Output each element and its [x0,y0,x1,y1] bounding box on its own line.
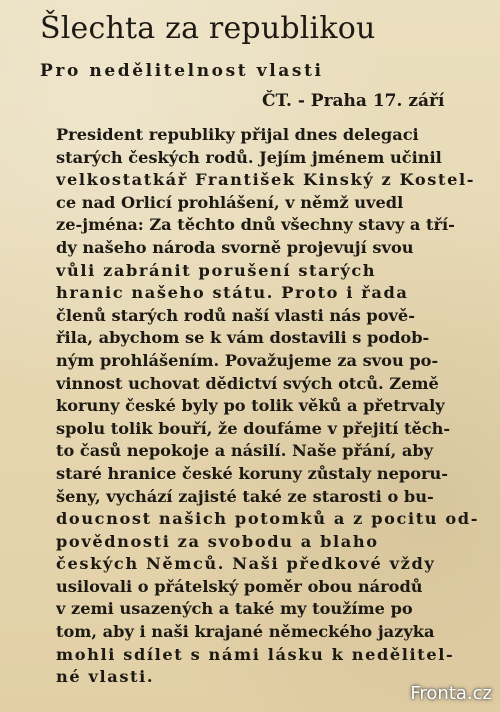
article-line: koruny české byly po tolik věků a přetrvaly [56,396,445,416]
article-line: usilovali o přátelský poměr obou národů [56,576,423,596]
article-line: šeny, vychází zajisté také ze starosti o bu- [56,486,434,506]
article-subtitle: Pro nedělitelnost vlasti [40,61,324,81]
article-line: hranic našeho státu. Proto i řada [56,283,409,303]
article-body [56,124,486,689]
article-line: ze-jména: Za těchto dnů všechny stavy a tří- [56,215,455,235]
article-line: dy našeho národa svorně projevují svou [56,237,414,257]
article-line: řila, abychom se k vám dostavili s podob- [56,328,430,348]
article-line: členů starých rodů naší vlasti nás pově- [56,305,415,325]
article-line: doucnost našich potomků a z pocitu od- [56,509,480,529]
article-line: ným prohlášením. Považujeme za svou po- [56,350,439,370]
article-line: né vlasti. [56,667,155,687]
article-line: staré hranice české koruny zůstaly neporu- [56,463,449,483]
article-line: vůli zabránit porušení starých [56,260,377,280]
site-watermark: Fronta.cz [410,683,492,704]
article-dateline: ČT. - Praha 17. září [262,91,445,111]
article-line: mohli sdílet s námi lásku k nedělitel- [56,644,455,664]
article-line: českých Němců. Naši předkové vždy [56,554,436,574]
article-line: povědnosti za svobodu a blaho [56,531,379,551]
article-line: vinnost uchovat dědictví svých otců. Země [56,373,439,393]
article-line: President republiky přijal dnes delegaci [56,125,419,144]
article-line: velkostatkář František Kinský z Kostel- [56,170,476,190]
article-line: v zemi usazených a také my toužíme po [56,599,413,619]
article-line: starých českých rodů. Jejím jménem učinil [56,147,442,167]
article-line: spolu tolik bouří, že doufáme v přejití těch- [56,418,451,438]
article-title: Šlechta za republikou [40,11,376,46]
article-line: to časů nepokoje a násilí. Naše přání, aby [56,441,434,461]
article-line: tom, aby i naši krajané německého jazyka [56,622,435,642]
article-line: ce nad Orlicí prohlášení, v němž uvedl [56,192,404,212]
